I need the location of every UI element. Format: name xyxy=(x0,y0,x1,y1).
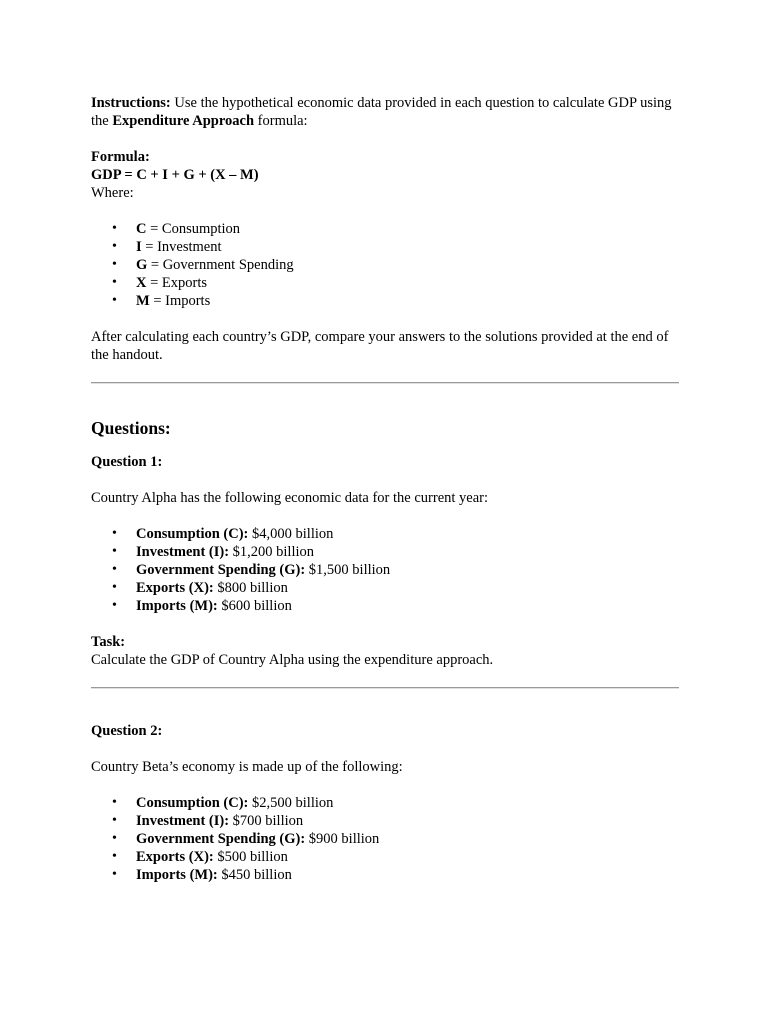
instructions-paragraph xyxy=(91,94,679,130)
question-1-data-list xyxy=(91,525,679,615)
compare-note: After calculating each country’s GDP, compare your answers to the solutions provided at the end of the handout. xyxy=(91,329,669,363)
list-item: • Investment (I): $1,200 billion xyxy=(91,543,679,561)
list-item: • I = Investment xyxy=(91,238,679,256)
list-item: • Government Spending (G): $1,500 billion xyxy=(91,561,679,579)
formula-terms-list xyxy=(91,220,679,310)
formula-where: Where: xyxy=(91,185,134,201)
question-1-task-label: Task: xyxy=(91,634,126,650)
list-item: • Consumption (C): $2,500 billion xyxy=(91,794,679,812)
list-item: • G = Government Spending xyxy=(91,256,679,274)
list-item: • Government Spending (G): $900 billion xyxy=(91,830,679,848)
question-1-task-text: Calculate the GDP of Country Alpha using the expenditure approach. xyxy=(91,652,494,668)
formula-label: Formula: xyxy=(91,149,150,165)
question-1-title: Question 1: xyxy=(91,454,163,470)
question-1-intro: Country Alpha has the following economic data for the current year: xyxy=(91,490,489,506)
question-2-data-list xyxy=(91,794,679,884)
instructions-text-2: formula: xyxy=(254,113,308,129)
list-item: • Exports (X): $500 billion xyxy=(91,848,679,866)
instructions-emphasis: Expenditure Approach xyxy=(112,113,255,129)
formula-equation: GDP = C + I + G + (X – M) xyxy=(91,167,259,183)
question-2-title: Question 2: xyxy=(91,723,163,739)
list-item: • M = Imports xyxy=(91,292,679,310)
question-2-intro: Country Beta’s economy is made up of the following: xyxy=(91,759,403,775)
list-item: • C = Consumption xyxy=(91,220,679,238)
questions-heading: Questions: xyxy=(91,418,171,438)
list-item: • Imports (M): $600 billion xyxy=(91,597,679,615)
list-item: • Consumption (C): $4,000 billion xyxy=(91,525,679,543)
list-item: • Exports (X): $800 billion xyxy=(91,579,679,597)
list-item: • Investment (I): $700 billion xyxy=(91,812,679,830)
instructions-text-1: Use the hypothetical economic data provided in each question to calculate GDP using the xyxy=(91,95,672,129)
document-page xyxy=(91,94,679,884)
list-item: • X = Exports xyxy=(91,274,679,292)
instructions-lead: Instructions: xyxy=(91,95,171,111)
list-item: • Imports (M): $450 billion xyxy=(91,866,679,884)
